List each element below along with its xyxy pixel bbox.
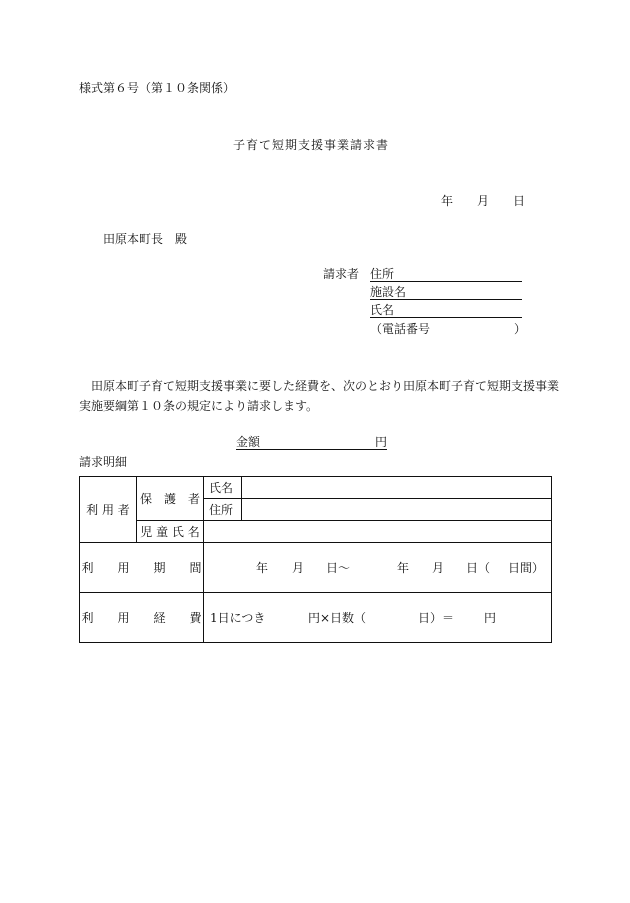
requester-label: 請求者 xyxy=(323,267,360,281)
cost-per-day: 1日につき xyxy=(210,611,266,625)
period-year1: 年 xyxy=(256,561,269,575)
period-month2: 月 xyxy=(432,561,445,575)
cost-yen: 円 xyxy=(484,611,497,625)
requester-phone-open: （電話番号 xyxy=(370,322,431,336)
requester-phone-close: ） xyxy=(514,322,527,336)
cost-days-close: 日）＝ xyxy=(418,611,455,625)
cost-field[interactable] xyxy=(204,593,552,643)
period-year2: 年 xyxy=(397,561,410,575)
period-days: 日間） xyxy=(508,561,545,575)
guardian-address-field[interactable] xyxy=(242,499,552,521)
period-month1: 月 xyxy=(292,561,305,575)
date-day: 日 xyxy=(513,194,526,208)
amount-unit: 円 xyxy=(374,435,387,449)
child-name-field[interactable] xyxy=(204,521,552,543)
amount-label: 金額 xyxy=(236,435,261,449)
guardian-name-label: 氏名 xyxy=(204,477,242,499)
guardian-name-field[interactable] xyxy=(242,477,552,499)
cost-label: 利 用 経 費 xyxy=(80,593,204,643)
amount-field[interactable] xyxy=(236,436,387,450)
requester-name-field[interactable] xyxy=(370,304,522,318)
guardian-label: 保 護 者 xyxy=(137,477,204,521)
body-text-line1: 田原本町子育て短期支援事業に要した経費を、次のとおり田原本町子育て短期支援事業 xyxy=(91,379,560,393)
requester-facility-field[interactable] xyxy=(370,286,522,300)
requester-facility-label: 施設名 xyxy=(370,285,407,299)
addressee: 田原本町長 殿 xyxy=(103,232,188,246)
date-year: 年 xyxy=(441,194,454,208)
date-month: 月 xyxy=(477,194,490,208)
requester-name-label: 氏名 xyxy=(370,303,395,317)
requester-address-field[interactable] xyxy=(370,268,522,282)
period-label: 利 用 期 間 xyxy=(80,543,204,593)
period-field[interactable] xyxy=(204,543,552,593)
detail-table xyxy=(79,476,552,643)
document-title: 子育て短期支援事業請求書 xyxy=(233,138,390,152)
child-name-label: 児 童 氏 名 xyxy=(137,521,204,543)
period-day2: 日（ xyxy=(466,561,491,575)
period-day1: 日〜 xyxy=(326,561,351,575)
user-label: 利 用 者 xyxy=(80,477,137,543)
form-number: 様式第６号（第１０条関係） xyxy=(79,81,236,95)
guardian-address-label: 住所 xyxy=(204,499,242,521)
cost-yen-times: 円×日数（ xyxy=(308,611,367,625)
requester-address-label: 住所 xyxy=(370,267,395,281)
detail-heading: 請求明細 xyxy=(79,455,128,469)
body-text-line2: 実施要綱第１０条の規定により請求します。 xyxy=(79,399,319,413)
